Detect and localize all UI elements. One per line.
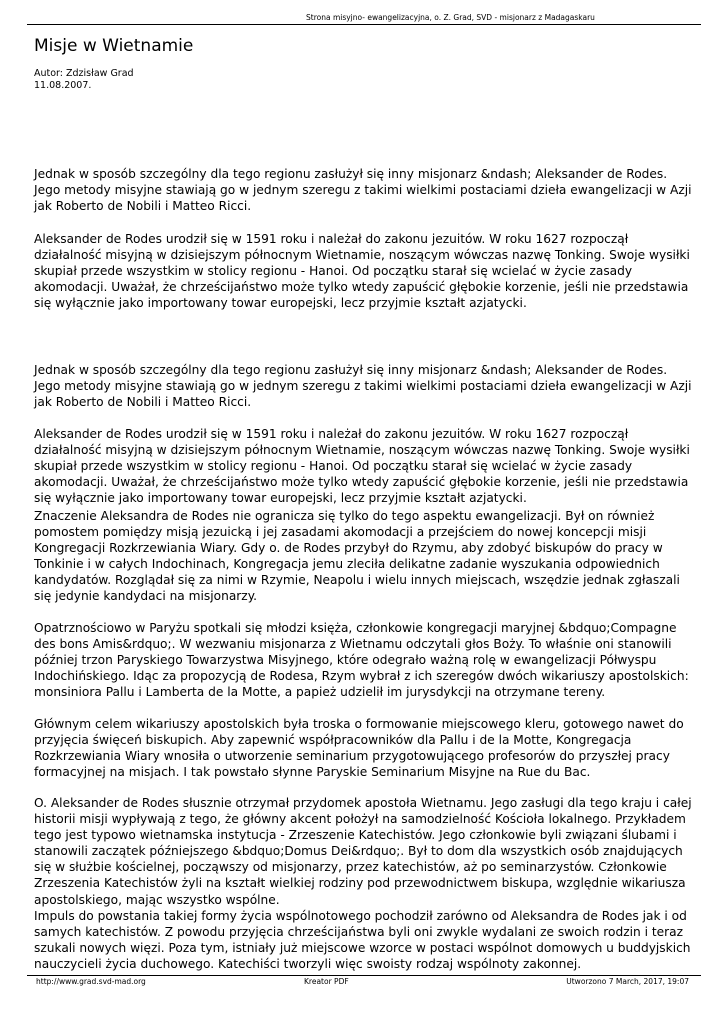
article-date: 11.08.2007.	[34, 80, 92, 91]
header-text: Strona misyjno- ewangelizacyjna, o. Z. Grad, SVD - misjonarz z Madagaskaru	[306, 13, 595, 22]
header-divider	[27, 24, 701, 25]
article-paragraph: Znaczenie Aleksandra de Rodes nie ogranicza się tylko do tego aspektu ewangelizacji. Był on również pomostem pomiędzy misją jezuicką i jej zasadami akomodacji a przejściem do nowej koncepcji misji Kongregacji Rozkrzewiania Wiary. Gdy o. de Rodes przybył do Rzymu, aby zdobyć biskupów do pracy w Tonkinie i w całych Indochinach, Kongregacja jemu zleciła delikatne zadanie wyszukania odpowiednich kandydatów. Rozglądał się za nimi w Rzymie, Neapolu i wielu innych miejscach, wszędzie jednak zgłaszali się jedynie kandydaci na misjonarzy.	[34, 509, 680, 604]
article-paragraph: Jednak w sposób szczególny dla tego regionu zasłużył się inny misjonarz &ndash; Aleksander de Rodes. Jego metody misyjne stawiają go w jednym szeregu z takimi wielkimi postaciami dzieła ewangelizacji w Azji jak Roberto de Nobili i Matteo Ricci.	[34, 363, 692, 410]
article-author: Autor: Zdzisław Grad	[34, 68, 134, 79]
article-meta	[34, 68, 134, 92]
article-paragraph: Aleksander de Rodes urodził się w 1591 roku i należał do zakonu jezuitów. W roku 1627 rozpoczął działalność misyjną w dzisiejszym północnym Wietnamie, noszącym wówczas nazwę Tonking. Swoje wysiłki skupiał przede wszystkim w stolicy regionu - Hanoi. Od początku starał się wcielać w życie zasady akomodacji. Uważał, że chrześcijaństwo może tylko wtedy zapuścić głębokie korzenie, jeśli nie przedstawia się wyłącznie jako importowany towar europejski, lecz przyjmie kształt azjatycki.	[34, 232, 690, 311]
footer-divider	[27, 975, 701, 976]
article-paragraph: O. Aleksander de Rodes słusznie otrzymał przydomek apostoła Wietnamu. Jego zasługi dla tego kraju i całej historii misji wypływają z tego, że główny akcent położył na samodzielność Kościoła lokalnego. Przykładem tego jest typowo wietnamska instytucja - Zrzeszenie Katechistów. Jego członkowie byli związani ślubami i stanowili zaczątek późniejszego &bdquo;Domus Dei&rdquo;. Był to dom dla wszystkich osób znajdujących się w służbie kościelnej, począwszy od misjonarzy, przez katechistów, aż po seminarzystów. Członkowie Zrzeszenia Katechistów żyli na kształt wielkiej rodziny pod przewodnictwem biskupa, względnie wikariusza apostolskiego, mając wszystko wspólne.	[34, 796, 692, 907]
article-paragraph: Głównym celem wikariuszy apostolskich była troska o formowanie miejscowego kleru, gotowego nawet do przyjęcia święceń biskupich. Aby zapewnić współpracowników dla Pallu i de la Motte, Kongregacja Rozkrzewiania Wiary wnosiła o utworzenie seminarium przygotowującego profesorów do przyszłej pracy formacyjnej na misjach. I tak powstało słynne Paryskie Seminarium Misyjne na Rue du Bac.	[34, 717, 684, 780]
article-paragraph: Opatrznościowo w Paryżu spotkali się młodzi księża, członkowie kongregacji maryjnej &bdquo;Compagne des bons Amis&rdquo;. W wezwaniu misjonarza z Wietnamu odczytali głos Boży. To właśnie oni stanowili później trzon Paryskiego Towarzystwa Misyjnego, które odegrało ważną rolę w ewangelizacji Półwyspu Indochińskiego. Idąc za propozycją de Rodesa, Rzym wybrał z ich szeregów dwóch wikariuszy apostolskich: monsiniora Pallu i Lamberta de la Motte, a papież udzielił im jurysdykcji na otrzymane tereny.	[34, 621, 689, 700]
article-paragraph: Impuls do powstania takiej formy życia wspólnotowego pochodził zarówno od Aleksandra de Rodes jak i od samych katechistów. Z powodu przyjęcia chrześcijaństwa byli oni zwykle wydalani ze swoich rodzin i teraz szukali nowych więzi. Poza tym, istniały już miejscowe wzorce w postaci wspólnot domowych u buddyjskich nauczycieli życia duchowego. Katechiści tworzyli więc swoisty rodzaj wspólnoty zakonnej.	[34, 909, 691, 972]
page-title: Misje w Wietnamie	[34, 36, 194, 56]
article-paragraph: Aleksander de Rodes urodził się w 1591 roku i należał do zakonu jezuitów. W roku 1627 rozpoczął działalność misyjną w dzisiejszym północnym Wietnamie, noszącym wówczas nazwę Tonking. Swoje wysiłki skupiał przede wszystkim w stolicy regionu - Hanoi. Od początku starał się wcielać w życie zasady akomodacji. Uważał, że chrześcijaństwo może tylko wtedy zapuścić głębokie korzenie, jeśli nie przedstawia się wyłącznie jako importowany towar europejski, lecz przyjmie kształt azjatycki.	[34, 427, 690, 506]
footer-generator: Kreator PDF	[304, 977, 349, 986]
article-paragraph: Jednak w sposób szczególny dla tego regionu zasłużył się inny misjonarz &ndash; Aleksander de Rodes. Jego metody misyjne stawiają go w jednym szeregu z takimi wielkimi postaciami dzieła ewangelizacji w Azji jak Roberto de Nobili i Matteo Ricci.	[34, 167, 692, 214]
footer-created-date: Utworzono 7 March, 2017, 19:07	[566, 977, 689, 986]
footer-url-link[interactable]: http://www.grad.svd-mad.org	[36, 977, 146, 986]
